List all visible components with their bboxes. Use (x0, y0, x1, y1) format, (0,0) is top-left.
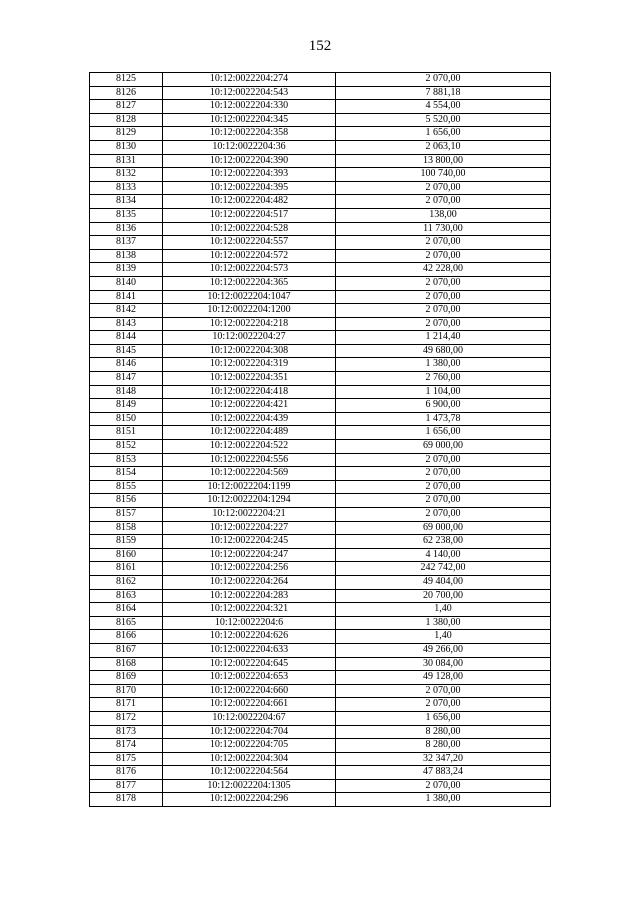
cadastral-number-cell: 10:12:0022204:1305 (163, 779, 336, 793)
table-row (90, 684, 551, 698)
row-number-cell: 8149 (90, 399, 163, 413)
table-row (90, 779, 551, 793)
amount-cell: 1 656,00 (336, 711, 551, 725)
row-number-cell: 8133 (90, 181, 163, 195)
row-number-cell: 8137 (90, 236, 163, 250)
amount-cell: 2 070,00 (336, 453, 551, 467)
cadastral-number-cell: 10:12:0022204:256 (163, 562, 336, 576)
row-number-cell: 8156 (90, 494, 163, 508)
amount-cell: 2 070,00 (336, 317, 551, 331)
table-row (90, 711, 551, 725)
amount-cell: 2 070,00 (336, 779, 551, 793)
table-row (90, 521, 551, 535)
table-row (90, 127, 551, 141)
cadastral-number-cell: 10:12:0022204:660 (163, 684, 336, 698)
cadastral-number-cell: 10:12:0022204:482 (163, 195, 336, 209)
amount-cell: 1 656,00 (336, 426, 551, 440)
cadastral-number-cell: 10:12:0022204:1200 (163, 304, 336, 318)
row-number-cell: 8142 (90, 304, 163, 318)
row-number-cell: 8126 (90, 86, 163, 100)
row-number-cell: 8173 (90, 725, 163, 739)
row-number-cell: 8161 (90, 562, 163, 576)
cadastral-number-cell: 10:12:0022204:564 (163, 766, 336, 780)
row-number-cell: 8169 (90, 671, 163, 685)
table-row (90, 657, 551, 671)
table-row (90, 168, 551, 182)
cadastral-number-cell: 10:12:0022204:1199 (163, 480, 336, 494)
row-number-cell: 8154 (90, 467, 163, 481)
cadastral-number-cell: 10:12:0022204:653 (163, 671, 336, 685)
row-number-cell: 8162 (90, 575, 163, 589)
table-row (90, 575, 551, 589)
table-row (90, 249, 551, 263)
row-number-cell: 8130 (90, 140, 163, 154)
cadastral-number-cell: 10:12:0022204:557 (163, 236, 336, 250)
table-row (90, 195, 551, 209)
row-number-cell: 8136 (90, 222, 163, 236)
table-row (90, 304, 551, 318)
table-row (90, 671, 551, 685)
amount-cell: 30 084,00 (336, 657, 551, 671)
amount-cell: 4 554,00 (336, 100, 551, 114)
amount-cell: 1 473,78 (336, 412, 551, 426)
row-number-cell: 8165 (90, 616, 163, 630)
row-number-cell: 8145 (90, 344, 163, 358)
table-row (90, 616, 551, 630)
table-row (90, 589, 551, 603)
amount-cell: 2 070,00 (336, 195, 551, 209)
table-row (90, 140, 551, 154)
cadastral-number-cell: 10:12:0022204:661 (163, 698, 336, 712)
table-row (90, 480, 551, 494)
cadastral-number-cell: 10:12:0022204:395 (163, 181, 336, 195)
table-row (90, 113, 551, 127)
amount-cell: 2 070,00 (336, 276, 551, 290)
amount-cell: 1 380,00 (336, 616, 551, 630)
amount-cell: 2 760,00 (336, 372, 551, 386)
amount-cell: 2 070,00 (336, 508, 551, 522)
cadastral-number-cell: 10:12:0022204:1294 (163, 494, 336, 508)
cadastral-number-cell: 10:12:0022204:418 (163, 385, 336, 399)
row-number-cell: 8170 (90, 684, 163, 698)
table-row (90, 73, 551, 87)
row-number-cell: 8129 (90, 127, 163, 141)
cadastral-number-cell: 10:12:0022204:365 (163, 276, 336, 290)
cadastral-number-cell: 10:12:0022204:308 (163, 344, 336, 358)
row-number-cell: 8153 (90, 453, 163, 467)
row-number-cell: 8164 (90, 603, 163, 617)
table-row (90, 698, 551, 712)
cadastral-number-cell: 10:12:0022204:358 (163, 127, 336, 141)
cadastral-number-cell: 10:12:0022204:705 (163, 739, 336, 753)
row-number-cell: 8143 (90, 317, 163, 331)
amount-cell: 242 742,00 (336, 562, 551, 576)
table-row (90, 100, 551, 114)
cadastral-number-cell: 10:12:0022204:1047 (163, 290, 336, 304)
table-row (90, 344, 551, 358)
table-row (90, 181, 551, 195)
table-row (90, 739, 551, 753)
table-row (90, 372, 551, 386)
amount-cell: 2 070,00 (336, 304, 551, 318)
table-row (90, 385, 551, 399)
amount-cell: 49 128,00 (336, 671, 551, 685)
registry-table (89, 72, 551, 807)
row-number-cell: 8134 (90, 195, 163, 209)
cadastral-number-cell: 10:12:0022204:321 (163, 603, 336, 617)
row-number-cell: 8172 (90, 711, 163, 725)
amount-cell: 69 000,00 (336, 521, 551, 535)
cadastral-number-cell: 10:12:0022204:21 (163, 508, 336, 522)
table-row (90, 725, 551, 739)
cadastral-number-cell: 10:12:0022204:330 (163, 100, 336, 114)
row-number-cell: 8167 (90, 643, 163, 657)
table-row (90, 276, 551, 290)
cadastral-number-cell: 10:12:0022204:227 (163, 521, 336, 535)
cadastral-number-cell: 10:12:0022204:645 (163, 657, 336, 671)
row-number-cell: 8131 (90, 154, 163, 168)
cadastral-number-cell: 10:12:0022204:274 (163, 73, 336, 87)
row-number-cell: 8125 (90, 73, 163, 87)
amount-cell: 20 700,00 (336, 589, 551, 603)
cadastral-number-cell: 10:12:0022204:218 (163, 317, 336, 331)
amount-cell: 138,00 (336, 208, 551, 222)
row-number-cell: 8159 (90, 535, 163, 549)
row-number-cell: 8147 (90, 372, 163, 386)
amount-cell: 49 266,00 (336, 643, 551, 657)
table-row (90, 535, 551, 549)
cadastral-number-cell: 10:12:0022204:27 (163, 331, 336, 345)
amount-cell: 62 238,00 (336, 535, 551, 549)
cadastral-number-cell: 10:12:0022204:572 (163, 249, 336, 263)
row-number-cell: 8157 (90, 508, 163, 522)
table-row (90, 290, 551, 304)
amount-cell: 1,40 (336, 630, 551, 644)
amount-cell: 32 347,20 (336, 752, 551, 766)
row-number-cell: 8174 (90, 739, 163, 753)
amount-cell: 2 070,00 (336, 467, 551, 481)
amount-cell: 1 214,40 (336, 331, 551, 345)
cadastral-number-cell: 10:12:0022204:390 (163, 154, 336, 168)
row-number-cell: 8155 (90, 480, 163, 494)
amount-cell: 47 883,24 (336, 766, 551, 780)
cadastral-number-cell: 10:12:0022204:543 (163, 86, 336, 100)
cadastral-number-cell: 10:12:0022204:393 (163, 168, 336, 182)
amount-cell: 2 070,00 (336, 684, 551, 698)
cadastral-number-cell: 10:12:0022204:36 (163, 140, 336, 154)
amount-cell: 2 070,00 (336, 249, 551, 263)
table-row (90, 236, 551, 250)
cadastral-number-cell: 10:12:0022204:304 (163, 752, 336, 766)
row-number-cell: 8163 (90, 589, 163, 603)
row-number-cell: 8146 (90, 358, 163, 372)
cadastral-number-cell: 10:12:0022204:517 (163, 208, 336, 222)
amount-cell: 2 063,10 (336, 140, 551, 154)
row-number-cell: 8141 (90, 290, 163, 304)
cadastral-number-cell: 10:12:0022204:489 (163, 426, 336, 440)
table-row (90, 440, 551, 454)
table-row (90, 412, 551, 426)
amount-cell: 2 070,00 (336, 236, 551, 250)
amount-cell: 2 070,00 (336, 698, 551, 712)
table-row (90, 766, 551, 780)
row-number-cell: 8171 (90, 698, 163, 712)
amount-cell: 8 280,00 (336, 739, 551, 753)
table-row (90, 86, 551, 100)
amount-cell: 2 070,00 (336, 290, 551, 304)
table-row (90, 154, 551, 168)
amount-cell: 69 000,00 (336, 440, 551, 454)
cadastral-number-cell: 10:12:0022204:247 (163, 548, 336, 562)
amount-cell: 1 380,00 (336, 793, 551, 807)
amount-cell: 7 881,18 (336, 86, 551, 100)
row-number-cell: 8166 (90, 630, 163, 644)
row-number-cell: 8152 (90, 440, 163, 454)
amount-cell: 1,40 (336, 603, 551, 617)
table-row (90, 508, 551, 522)
cadastral-number-cell: 10:12:0022204:345 (163, 113, 336, 127)
cadastral-number-cell: 10:12:0022204:704 (163, 725, 336, 739)
amount-cell: 100 740,00 (336, 168, 551, 182)
row-number-cell: 8175 (90, 752, 163, 766)
row-number-cell: 8148 (90, 385, 163, 399)
row-number-cell: 8150 (90, 412, 163, 426)
table-row (90, 643, 551, 657)
cadastral-number-cell: 10:12:0022204:528 (163, 222, 336, 236)
cadastral-number-cell: 10:12:0022204:439 (163, 412, 336, 426)
amount-cell: 6 900,00 (336, 399, 551, 413)
amount-cell: 49 680,00 (336, 344, 551, 358)
table-row (90, 494, 551, 508)
cadastral-number-cell: 10:12:0022204:319 (163, 358, 336, 372)
table-row (90, 548, 551, 562)
cadastral-number-cell: 10:12:0022204:633 (163, 643, 336, 657)
amount-cell: 42 228,00 (336, 263, 551, 277)
table-row (90, 467, 551, 481)
row-number-cell: 8135 (90, 208, 163, 222)
table-row (90, 317, 551, 331)
row-number-cell: 8144 (90, 331, 163, 345)
amount-cell: 2 070,00 (336, 480, 551, 494)
cadastral-number-cell: 10:12:0022204:573 (163, 263, 336, 277)
registry-table-body (90, 73, 551, 807)
row-number-cell: 8176 (90, 766, 163, 780)
table-row (90, 263, 551, 277)
row-number-cell: 8177 (90, 779, 163, 793)
amount-cell: 1 104,00 (336, 385, 551, 399)
table-row (90, 358, 551, 372)
row-number-cell: 8132 (90, 168, 163, 182)
amount-cell: 2 070,00 (336, 494, 551, 508)
cadastral-number-cell: 10:12:0022204:296 (163, 793, 336, 807)
table-row (90, 453, 551, 467)
table-row (90, 331, 551, 345)
table-row (90, 630, 551, 644)
row-number-cell: 8139 (90, 263, 163, 277)
row-number-cell: 8178 (90, 793, 163, 807)
row-number-cell: 8128 (90, 113, 163, 127)
cadastral-number-cell: 10:12:0022204:351 (163, 372, 336, 386)
row-number-cell: 8140 (90, 276, 163, 290)
cadastral-number-cell: 10:12:0022204:283 (163, 589, 336, 603)
table-row (90, 399, 551, 413)
table-row (90, 793, 551, 807)
table-row (90, 603, 551, 617)
row-number-cell: 8168 (90, 657, 163, 671)
row-number-cell: 8127 (90, 100, 163, 114)
amount-cell: 4 140,00 (336, 548, 551, 562)
amount-cell: 13 800,00 (336, 154, 551, 168)
cadastral-number-cell: 10:12:0022204:626 (163, 630, 336, 644)
cadastral-number-cell: 10:12:0022204:421 (163, 399, 336, 413)
amount-cell: 1 380,00 (336, 358, 551, 372)
row-number-cell: 8151 (90, 426, 163, 440)
row-number-cell: 8160 (90, 548, 163, 562)
row-number-cell: 8158 (90, 521, 163, 535)
table-row (90, 208, 551, 222)
table-row (90, 562, 551, 576)
cadastral-number-cell: 10:12:0022204:67 (163, 711, 336, 725)
amount-cell: 2 070,00 (336, 181, 551, 195)
amount-cell: 1 656,00 (336, 127, 551, 141)
page-number: 152 (308, 38, 332, 54)
cadastral-number-cell: 10:12:0022204:6 (163, 616, 336, 630)
amount-cell: 2 070,00 (336, 73, 551, 87)
amount-cell: 11 730,00 (336, 222, 551, 236)
amount-cell: 49 404,00 (336, 575, 551, 589)
cadastral-number-cell: 10:12:0022204:264 (163, 575, 336, 589)
table-row (90, 426, 551, 440)
cadastral-number-cell: 10:12:0022204:522 (163, 440, 336, 454)
table-row (90, 752, 551, 766)
table-row (90, 222, 551, 236)
amount-cell: 8 280,00 (336, 725, 551, 739)
amount-cell: 5 520,00 (336, 113, 551, 127)
cadastral-number-cell: 10:12:0022204:245 (163, 535, 336, 549)
cadastral-number-cell: 10:12:0022204:569 (163, 467, 336, 481)
row-number-cell: 8138 (90, 249, 163, 263)
cadastral-number-cell: 10:12:0022204:556 (163, 453, 336, 467)
